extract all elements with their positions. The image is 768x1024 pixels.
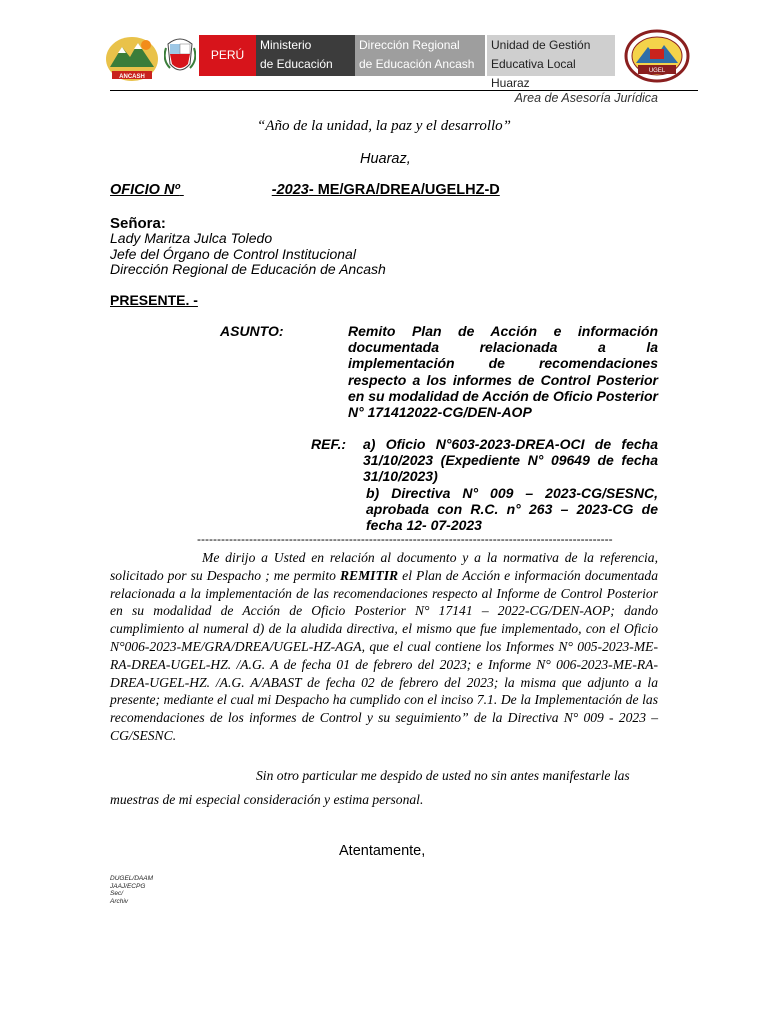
asunto-label: ASUNTO: (220, 323, 284, 339)
ref-a: a) Oficio N°603-2023-DREA-OCI de fecha 31/10/2023 (Expediente N° 09649 de fecha 31/10/2023) (363, 436, 658, 485)
body-text-1: Me dirijo a Usted en relación al documento y a la normativa de la referencia, solicitado por su Despacho ; me permito (110, 550, 658, 583)
oficio-number (110, 182, 500, 198)
closing-text: Sin otro particular me despido de usted no sin antes manifestarle las muestras de mi especial consideración y estima personal. (110, 768, 630, 807)
addressee-block (110, 231, 386, 278)
code-line: Sec/ (110, 890, 124, 897)
addressee-institution: Dirección Regional de Educación de Ancash (110, 261, 386, 277)
separator-line: -------------------------------------------------------------------------------------------------------- (197, 532, 613, 546)
ugel-huaraz-seal (624, 29, 690, 83)
drea-ancash-logo (104, 33, 160, 83)
ugel-band: Unidad de Gestión Educativa Local Huaraz (487, 35, 615, 76)
ref-label: REF.: (311, 436, 346, 452)
reference-codes (110, 875, 153, 905)
ministerio-band: Ministerio de Educación (256, 35, 355, 76)
code-line: Archiv (110, 897, 129, 905)
oficio-year: -2023 (271, 182, 309, 198)
ref-block (311, 436, 658, 533)
oficio-blank (180, 182, 272, 198)
addressee-name: Lady Maritza Julca Toledo (110, 230, 273, 246)
oficio-label: OFICIO Nº (110, 182, 180, 198)
peru-coat-of-arms-icon (164, 34, 196, 78)
year-motto: “Año de la unidad, la paz y el desarrollo” (256, 118, 512, 134)
ugel-seal-text: UGEL (648, 68, 666, 74)
salutation: Señora: (110, 215, 166, 232)
addressee-position: Jefe del Órgano de Control Institucional (110, 245, 356, 262)
code-line: DUGEL/DAAM (110, 875, 153, 882)
body-paragraph (110, 549, 658, 745)
peru-band: PERÚ (199, 35, 256, 76)
presente-label: PRESENTE. - (110, 292, 198, 308)
signoff: Atentamente, (339, 843, 426, 859)
asunto-block (220, 323, 658, 421)
oficio-code: - ME/GRA/DREA/UGELHZ-D (308, 182, 500, 198)
ref-b: b) Directiva N° 009 – 2023-CG/SESNC, aprobada con R.C. n° 263 – 2023-CG de fecha 12- 07-2023 (366, 484, 658, 534)
direccion-regional-band: Dirección Regional de Educación Ancash (355, 35, 485, 76)
asunto-text: Remito Plan de Acción e información documentada relacionada a la implementación de recomendaciones respecto a los informes de Control Posterior en su modalidad de Acción de Oficio Posterior N° 171412022-CG/DEN-AOP (348, 323, 658, 421)
area-label: Area de Asesoría Jurídica (514, 91, 658, 105)
code-line: JAAJ/ECPG (110, 882, 146, 890)
body-remitir: REMITIR (339, 567, 399, 583)
body-text-2: el Plan de Acción e información documentada relacionada a la implementación de las recomendaciones respecto al Informe de Control Posterior en su modalidad de Acción de Oficio Posterior N° 17141 – 2022-CG/DEN-AOP; dando cumplimiento al numeral d) de la aludida directiva, el mismo que fue implementado, con el Oficio N°006-2023-ME/GRA/DREA/UGEL-HZ-AGA, que el cual contiene los Informes N° 005-2023-ME-RA-DREA-UGEL-HZ. /A.G. A de fecha 01 de febrero del 2023; e Informe N° 006-2023-ME-RA-DREA-UGEL-HZ. /A.G. A/ABAST de fecha 02 de febrero del 2023; la misma que adjunto a la presente; mediante el cual mi Despacho ha cumplido con el inciso 7.1. De la Implementación de las recomendaciones de los informes de Control y su seguimiento” de la Directiva N° 009 - 2023 –CG/SESNC. (110, 567, 658, 743)
closing-paragraph (110, 764, 658, 811)
city-label: Huaraz, (360, 151, 411, 167)
ancash-logo-text: ANCASH (119, 74, 145, 80)
